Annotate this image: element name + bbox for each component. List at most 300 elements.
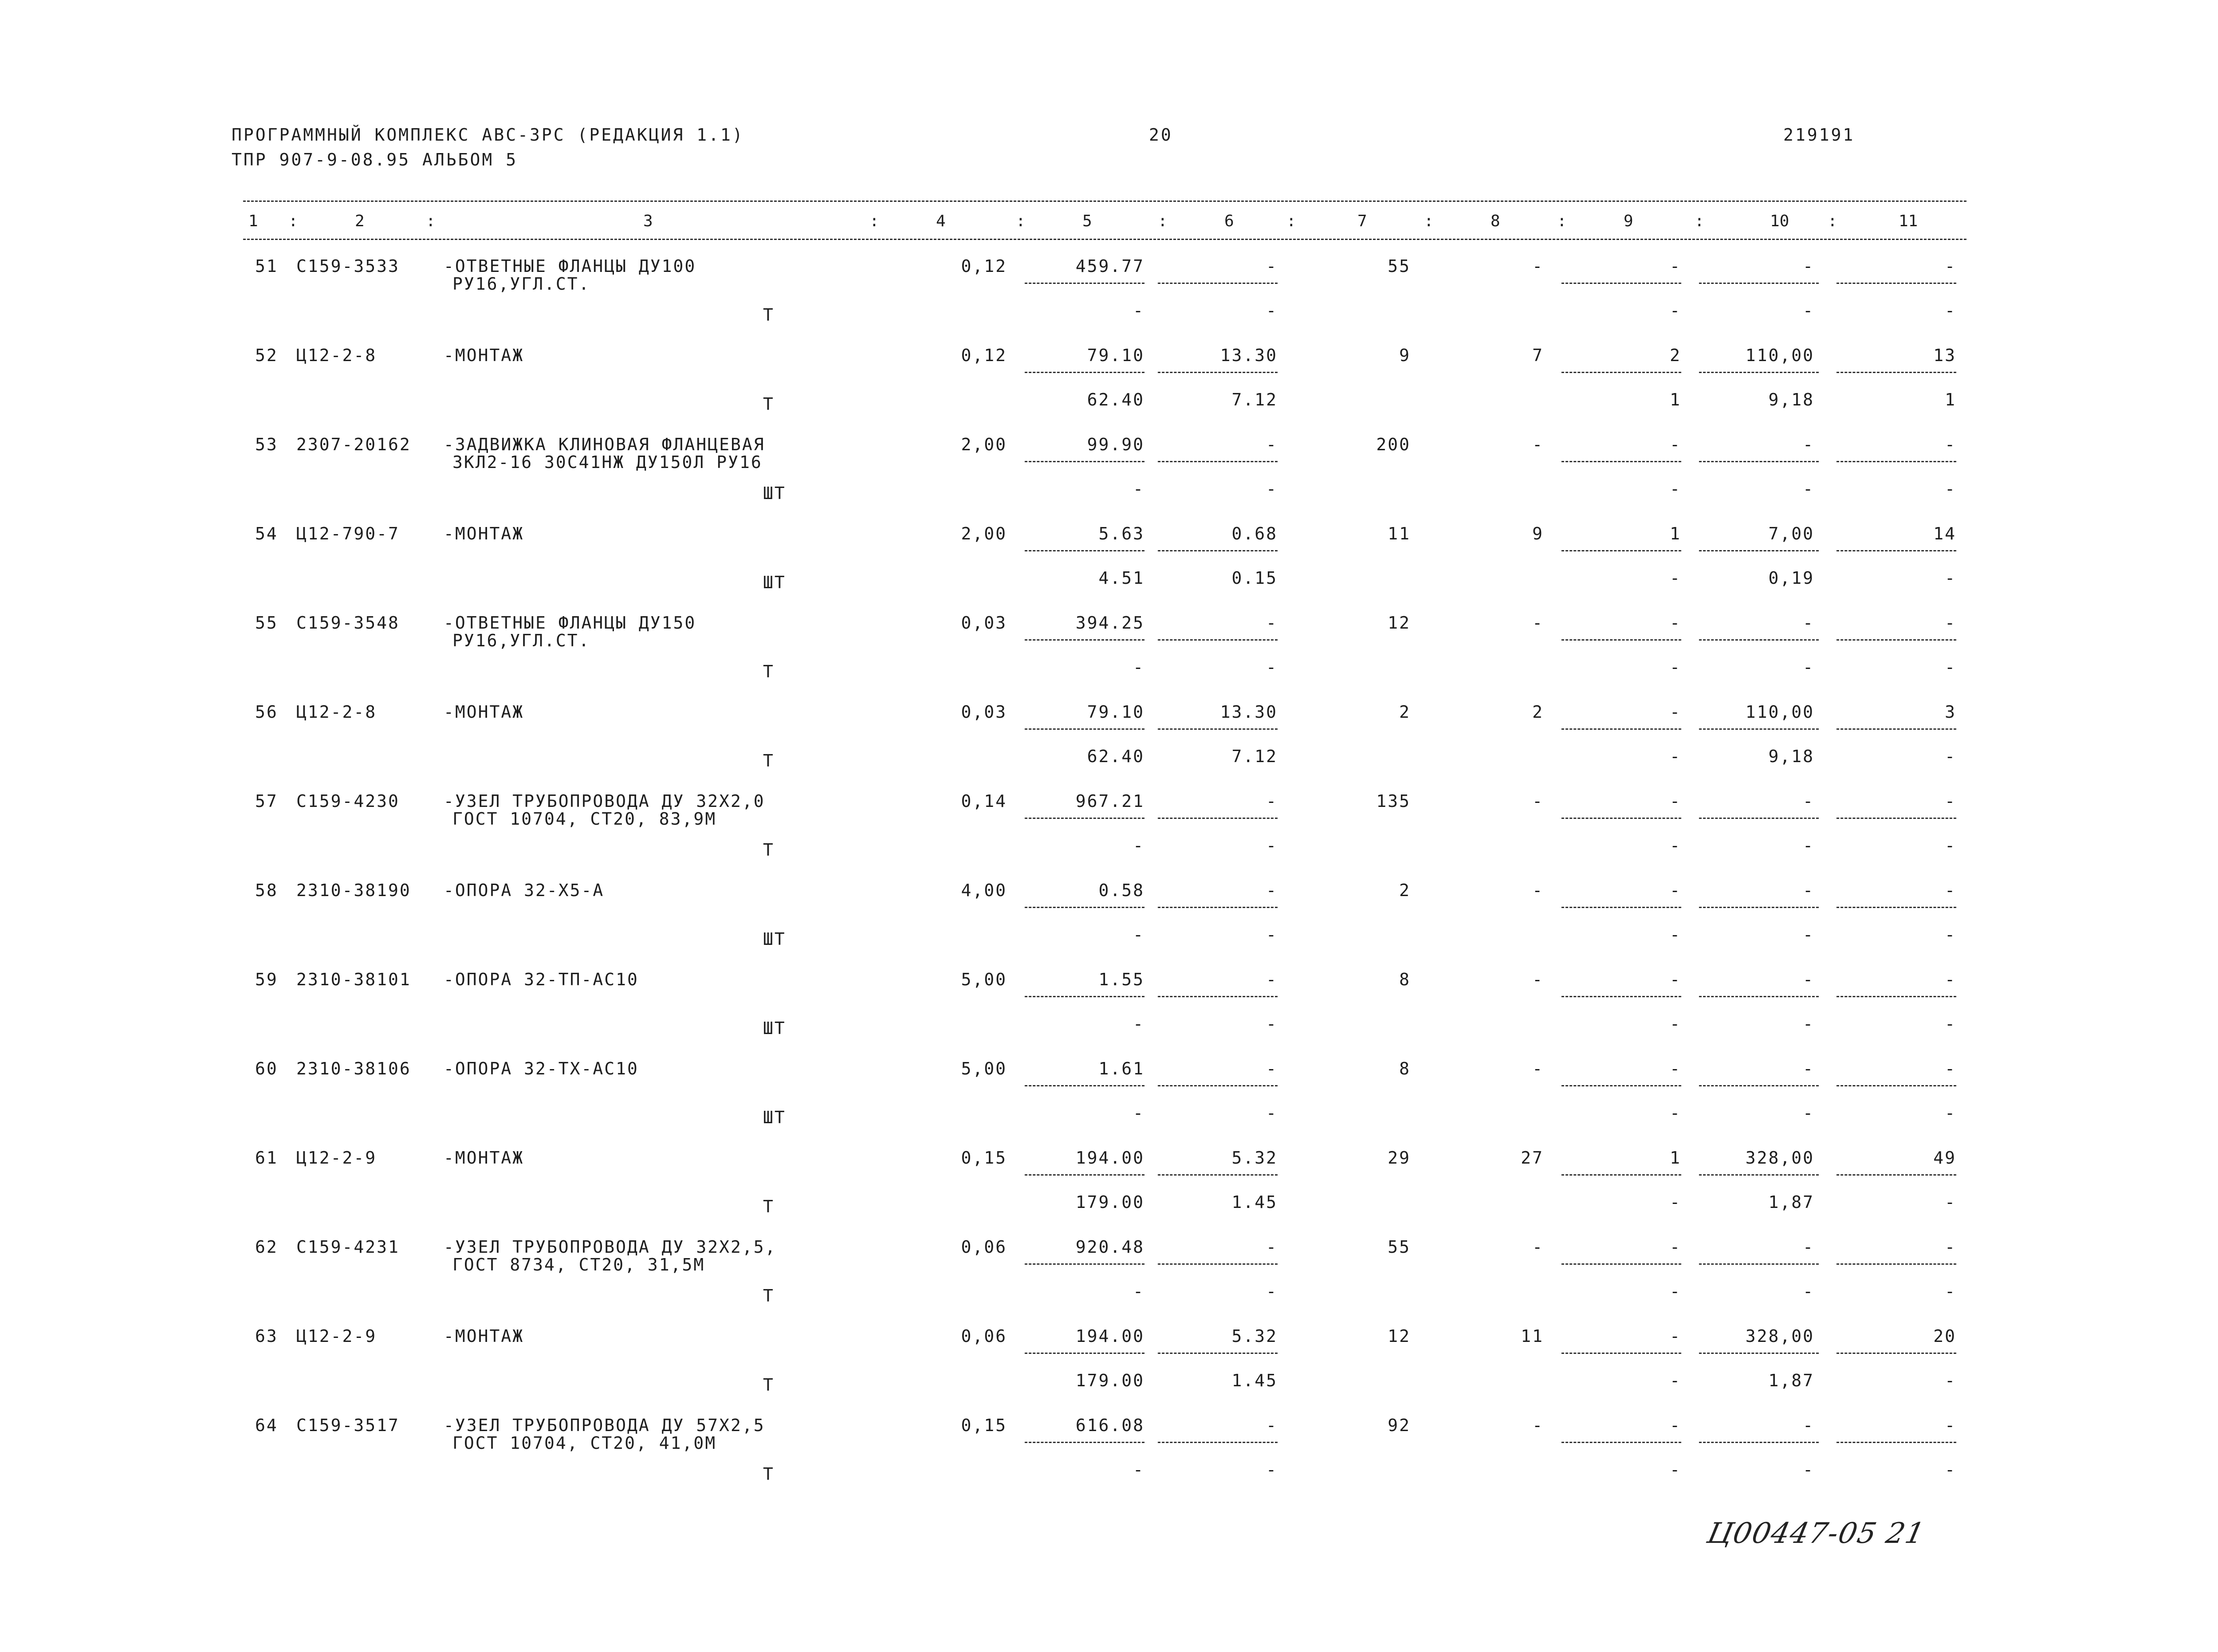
value-column-10: - <box>1803 256 1814 276</box>
cell-divider <box>1837 639 1956 641</box>
item-description: -ОТВЕТНЫЕ ФЛАНЦЫ ДУ150 <box>444 613 696 633</box>
value-column-10: - <box>1803 613 1814 633</box>
item-description: -МОНТАЖ <box>444 702 524 722</box>
cell-divider <box>1025 907 1144 908</box>
value-column-8: - <box>1532 791 1544 811</box>
cost-column-6-lower: - <box>1266 1282 1278 1301</box>
cost-column-5-lower: - <box>1133 1460 1144 1479</box>
cost-column-5: 194.00 <box>1075 1326 1144 1346</box>
cell-divider <box>1699 1174 1819 1176</box>
table-row <box>0 255 2218 344</box>
cell-divider <box>1158 372 1278 373</box>
value-column-11-lower: - <box>1945 1282 1956 1301</box>
column-separator: : <box>288 212 298 230</box>
cell-divider <box>1025 1353 1144 1354</box>
item-description: -МОНТАЖ <box>444 524 524 543</box>
item-description-line2: РУ16,УГЛ.СТ. <box>452 631 590 650</box>
cell-divider <box>1699 550 1819 551</box>
table-row <box>0 879 2218 968</box>
handwritten-note: Ц00447-05 21 <box>1704 1517 1928 1550</box>
document-number: 219191 <box>1783 125 1855 145</box>
value-column-7: 200 <box>1376 435 1411 454</box>
value-column-9-lower: - <box>1670 568 1681 588</box>
value-column-11: 3 <box>1945 702 1956 722</box>
row-number: 62 <box>255 1237 278 1257</box>
cell-divider <box>1158 1442 1278 1443</box>
value-column-9: - <box>1670 1416 1681 1435</box>
cell-divider <box>1158 639 1278 641</box>
value-column-7: 92 <box>1388 1416 1411 1435</box>
value-column-10: - <box>1803 970 1814 989</box>
value-column-9: - <box>1670 1237 1681 1257</box>
quantity: 5,00 <box>961 970 1007 989</box>
value-column-9-lower: - <box>1670 301 1681 320</box>
cost-column-6-lower: 1.45 <box>1231 1192 1278 1212</box>
cost-column-6: - <box>1266 1237 1278 1257</box>
cost-column-5: 459.77 <box>1075 256 1144 276</box>
cost-column-5: 1.55 <box>1098 970 1144 989</box>
table-row <box>0 968 2218 1057</box>
value-column-8: - <box>1532 1237 1544 1257</box>
column-separator: : <box>1286 212 1296 230</box>
column-separator: : <box>426 212 436 230</box>
cell-divider <box>1837 907 1956 908</box>
item-description: -ОПОРА 32-ТП-АС10 <box>444 970 639 989</box>
value-column-10-lower: - <box>1803 1014 1814 1034</box>
value-column-10: - <box>1803 1237 1814 1257</box>
value-column-7: 2 <box>1399 881 1411 900</box>
value-column-9-lower: - <box>1670 836 1681 855</box>
column-separator: : <box>1424 212 1434 230</box>
value-column-10: - <box>1803 435 1814 454</box>
value-column-7: 11 <box>1388 524 1411 543</box>
cost-column-6-lower: 0.15 <box>1231 568 1278 588</box>
cell-divider <box>1561 1263 1681 1265</box>
cost-column-5-lower: 62.40 <box>1087 747 1144 766</box>
cost-column-5: 79.10 <box>1087 702 1144 722</box>
column-separator: : <box>869 212 879 230</box>
item-description: -УЗЕЛ ТРУБОПРОВОДА ДУ 57Х2,5 <box>444 1416 765 1435</box>
value-column-7: 29 <box>1388 1148 1411 1168</box>
column-header-5: 5 <box>1082 212 1092 230</box>
value-column-11: - <box>1945 881 1956 900</box>
cost-column-6: - <box>1266 435 1278 454</box>
cost-column-5-lower: - <box>1133 1282 1144 1301</box>
value-column-10-lower: - <box>1803 479 1814 499</box>
norm-code: 2310-38106 <box>296 1059 411 1078</box>
cost-column-6-lower: - <box>1266 301 1278 320</box>
value-column-7: 12 <box>1388 1326 1411 1346</box>
table-row <box>0 1325 2218 1414</box>
cost-column-6: 13.30 <box>1220 346 1278 365</box>
norm-code: 2310-38190 <box>296 881 411 900</box>
value-column-10: 328,00 <box>1745 1148 1814 1168</box>
cell-divider <box>1025 728 1144 730</box>
cell-divider <box>1158 728 1278 730</box>
quantity: 4,00 <box>961 881 1007 900</box>
cell-divider <box>1158 283 1278 284</box>
norm-code: Ц12-2-8 <box>296 346 377 365</box>
value-column-10-lower: 9,18 <box>1768 747 1814 766</box>
table-row <box>0 1236 2218 1325</box>
cell-divider <box>1158 461 1278 462</box>
value-column-7: 2 <box>1399 702 1411 722</box>
cell-divider <box>1561 1353 1681 1354</box>
cost-column-6-lower: - <box>1266 1460 1278 1479</box>
cost-column-6: - <box>1266 791 1278 811</box>
cell-divider <box>1561 283 1681 284</box>
table-row <box>0 1058 2218 1146</box>
unit-of-measure: ШТ <box>763 1019 786 1038</box>
item-description-line2: ГОСТ 8734, СТ20, 31,5М <box>452 1255 705 1274</box>
cost-column-5: 1.61 <box>1098 1059 1144 1078</box>
norm-code: Ц12-2-9 <box>296 1148 377 1168</box>
cell-divider <box>1699 372 1819 373</box>
value-column-11-lower: - <box>1945 657 1956 677</box>
value-column-9-lower: - <box>1670 1014 1681 1034</box>
quantity: 2,00 <box>961 435 1007 454</box>
quantity: 0,03 <box>961 702 1007 722</box>
value-column-10-lower: - <box>1803 1460 1814 1479</box>
cost-column-5: 99.90 <box>1087 435 1144 454</box>
cell-divider <box>1699 907 1819 908</box>
item-description: -МОНТАЖ <box>444 346 524 365</box>
cell-divider <box>1561 1442 1681 1443</box>
cost-column-6-lower: - <box>1266 479 1278 499</box>
item-description-line2: ГОСТ 10704, СТ20, 83,9М <box>452 809 717 829</box>
value-column-8: - <box>1532 1059 1544 1078</box>
cell-divider <box>1025 639 1144 641</box>
cell-divider <box>1699 461 1819 462</box>
value-column-10: 328,00 <box>1745 1326 1814 1346</box>
unit-of-measure: Т <box>763 394 775 414</box>
cell-divider <box>1699 1442 1819 1443</box>
cell-divider <box>1561 728 1681 730</box>
value-column-8: 7 <box>1532 346 1544 365</box>
cell-divider <box>1699 1085 1819 1086</box>
cost-column-6: - <box>1266 256 1278 276</box>
cell-divider <box>1699 1263 1819 1265</box>
value-column-9-lower: - <box>1670 1371 1681 1390</box>
table-header-rule <box>243 239 1966 240</box>
quantity: 0,12 <box>961 346 1007 365</box>
value-column-11-lower: - <box>1945 568 1956 588</box>
value-column-9: - <box>1670 1059 1681 1078</box>
value-column-11: 13 <box>1933 346 1956 365</box>
norm-code: С159-4231 <box>296 1237 400 1257</box>
value-column-9-lower: - <box>1670 657 1681 677</box>
cell-divider <box>1837 1353 1956 1354</box>
quantity: 0,03 <box>961 613 1007 633</box>
cell-divider <box>1699 283 1819 284</box>
item-description: -ОПОРА 32-Х5-А <box>444 881 605 900</box>
unit-of-measure: ШТ <box>763 1108 786 1127</box>
cell-divider <box>1837 728 1956 730</box>
value-column-9: 1 <box>1670 1148 1681 1168</box>
value-column-10: - <box>1803 791 1814 811</box>
cell-divider <box>1158 1085 1278 1086</box>
value-column-8: - <box>1532 435 1544 454</box>
column-header-7: 7 <box>1357 212 1367 230</box>
value-column-10: - <box>1803 1416 1814 1435</box>
norm-code: Ц12-2-9 <box>296 1326 377 1346</box>
value-column-9-lower: - <box>1670 479 1681 499</box>
column-header-4: 4 <box>936 212 946 230</box>
cost-column-5-lower: - <box>1133 836 1144 855</box>
cost-column-5-lower: 179.00 <box>1075 1371 1144 1390</box>
item-description: -УЗЕЛ ТРУБОПРОВОДА ДУ 32Х2,5, <box>444 1237 777 1257</box>
value-column-7: 8 <box>1399 970 1411 989</box>
value-column-10-lower: - <box>1803 1103 1814 1123</box>
norm-code: С159-3548 <box>296 613 400 633</box>
column-separator: : <box>1828 212 1837 230</box>
cost-column-6-lower: 7.12 <box>1231 390 1278 409</box>
table-row <box>0 344 2218 433</box>
cell-divider <box>1025 1174 1144 1176</box>
unit-of-measure: ШТ <box>763 929 786 949</box>
column-separator: : <box>1158 212 1168 230</box>
quantity: 0,06 <box>961 1326 1007 1346</box>
value-column-9: - <box>1670 256 1681 276</box>
cell-divider <box>1561 907 1681 908</box>
value-column-11-lower: - <box>1945 301 1956 320</box>
value-column-8: 9 <box>1532 524 1544 543</box>
cell-divider <box>1025 550 1144 551</box>
value-column-9-lower: - <box>1670 925 1681 944</box>
cost-column-6-lower: 7.12 <box>1231 747 1278 766</box>
cell-divider <box>1561 461 1681 462</box>
value-column-9-lower: - <box>1670 747 1681 766</box>
cell-divider <box>1699 728 1819 730</box>
value-column-9: - <box>1670 435 1681 454</box>
column-header-1: 1 <box>248 212 258 230</box>
row-number: 51 <box>255 256 278 276</box>
value-column-10: 110,00 <box>1745 702 1814 722</box>
value-column-8: - <box>1532 613 1544 633</box>
cost-column-6: - <box>1266 1059 1278 1078</box>
value-column-8: 27 <box>1521 1148 1544 1168</box>
row-number: 61 <box>255 1148 278 1168</box>
value-column-9-lower: - <box>1670 1282 1681 1301</box>
value-column-9-lower: 1 <box>1670 390 1681 409</box>
value-column-9-lower: - <box>1670 1103 1681 1123</box>
cost-column-6: 0.68 <box>1231 524 1278 543</box>
cell-divider <box>1837 1085 1956 1086</box>
cell-divider <box>1561 818 1681 819</box>
value-column-11: 49 <box>1933 1148 1956 1168</box>
row-number: 58 <box>255 881 278 900</box>
value-column-11: 14 <box>1933 524 1956 543</box>
value-column-9: 1 <box>1670 524 1681 543</box>
item-description-line2: РУ16,УГЛ.СТ. <box>452 274 590 294</box>
cost-column-6: 5.32 <box>1231 1148 1278 1168</box>
cost-column-6-lower: - <box>1266 836 1278 855</box>
quantity: 0,15 <box>961 1416 1007 1435</box>
row-number: 55 <box>255 613 278 633</box>
value-column-8: - <box>1532 970 1544 989</box>
unit-of-measure: Т <box>763 305 775 325</box>
cost-column-5-lower: 179.00 <box>1075 1192 1144 1212</box>
item-description: -УЗЕЛ ТРУБОПРОВОДА ДУ 32Х2,0 <box>444 791 765 811</box>
table-row <box>0 790 2218 879</box>
item-description-line2: ГОСТ 10704, СТ20, 41,0М <box>452 1433 717 1453</box>
column-header-9: 9 <box>1624 212 1633 230</box>
column-separator: : <box>1557 212 1567 230</box>
cell-divider <box>1561 1085 1681 1086</box>
column-header-6: 6 <box>1224 212 1234 230</box>
value-column-9: - <box>1670 702 1681 722</box>
unit-of-measure: Т <box>763 1286 775 1306</box>
value-column-9: - <box>1670 881 1681 900</box>
value-column-11: - <box>1945 1059 1956 1078</box>
quantity: 0,14 <box>961 791 1007 811</box>
row-number: 53 <box>255 435 278 454</box>
row-number: 63 <box>255 1326 278 1346</box>
cell-divider <box>1837 1174 1956 1176</box>
item-description: -ОПОРА 32-ТХ-АС10 <box>444 1059 639 1078</box>
row-number: 52 <box>255 346 278 365</box>
value-column-11-lower: 1 <box>1945 390 1956 409</box>
value-column-9: - <box>1670 1326 1681 1346</box>
value-column-8: 11 <box>1521 1326 1544 1346</box>
cell-divider <box>1025 283 1144 284</box>
norm-code: Ц12-790-7 <box>296 524 400 543</box>
cell-divider <box>1025 1085 1144 1086</box>
cell-divider <box>1561 639 1681 641</box>
cost-column-5: 79.10 <box>1087 346 1144 365</box>
row-number: 57 <box>255 791 278 811</box>
cell-divider <box>1025 996 1144 997</box>
value-column-9-lower: - <box>1670 1192 1681 1212</box>
column-header-11: 11 <box>1899 212 1918 230</box>
unit-of-measure: Т <box>763 662 775 681</box>
cost-column-5-lower: 4.51 <box>1098 568 1144 588</box>
value-column-11-lower: - <box>1945 747 1956 766</box>
cost-column-5-lower: - <box>1133 1103 1144 1123</box>
item-description-line2: ЗКЛ2-16 30С41НЖ ДУ150Л РУ16 <box>452 452 763 472</box>
value-column-11-lower: - <box>1945 1014 1956 1034</box>
value-column-7: 12 <box>1388 613 1411 633</box>
value-column-9: - <box>1670 970 1681 989</box>
cost-column-5-lower: - <box>1133 479 1144 499</box>
cost-column-6-lower: - <box>1266 925 1278 944</box>
norm-code: С159-3533 <box>296 256 400 276</box>
unit-of-measure: Т <box>763 840 775 860</box>
cell-divider <box>1699 1353 1819 1354</box>
table-row <box>0 1414 2218 1503</box>
cost-column-5: 394.25 <box>1075 613 1144 633</box>
value-column-10: - <box>1803 881 1814 900</box>
value-column-10: 7,00 <box>1768 524 1814 543</box>
cost-column-5-lower: 62.40 <box>1087 390 1144 409</box>
cost-column-5-lower: - <box>1133 657 1144 677</box>
cost-column-6: - <box>1266 881 1278 900</box>
cell-divider <box>1699 639 1819 641</box>
cell-divider <box>1837 1442 1956 1443</box>
cell-divider <box>1158 1174 1278 1176</box>
cost-column-5-lower: - <box>1133 925 1144 944</box>
item-description: -МОНТАЖ <box>444 1326 524 1346</box>
cost-column-6: 5.32 <box>1231 1326 1278 1346</box>
quantity: 0,12 <box>961 256 1007 276</box>
cell-divider <box>1837 461 1956 462</box>
value-column-10-lower: - <box>1803 836 1814 855</box>
cell-divider <box>1158 1353 1278 1354</box>
cost-column-5: 616.08 <box>1075 1416 1144 1435</box>
cell-divider <box>1837 372 1956 373</box>
table-row <box>0 433 2218 522</box>
value-column-9: 2 <box>1670 346 1681 365</box>
cell-divider <box>1837 996 1956 997</box>
cell-divider <box>1025 1263 1144 1265</box>
cell-divider <box>1699 818 1819 819</box>
cost-column-6-lower: 1.45 <box>1231 1371 1278 1390</box>
cost-column-5: 920.48 <box>1075 1237 1144 1257</box>
value-column-7: 135 <box>1376 791 1411 811</box>
value-column-11-lower: - <box>1945 836 1956 855</box>
cost-column-5: 5.63 <box>1098 524 1144 543</box>
cell-divider <box>1158 996 1278 997</box>
page-number: 20 <box>1149 125 1173 145</box>
value-column-9: - <box>1670 791 1681 811</box>
value-column-8: - <box>1532 881 1544 900</box>
row-number: 59 <box>255 970 278 989</box>
value-column-11-lower: - <box>1945 1460 1956 1479</box>
cost-column-6: 13.30 <box>1220 702 1278 722</box>
row-number: 60 <box>255 1059 278 1078</box>
value-column-11: - <box>1945 1237 1956 1257</box>
unit-of-measure: Т <box>763 1375 775 1395</box>
cost-column-6: - <box>1266 1416 1278 1435</box>
cell-divider <box>1158 907 1278 908</box>
norm-code: Ц12-2-8 <box>296 702 377 722</box>
cost-column-5: 967.21 <box>1075 791 1144 811</box>
item-description: -ОТВЕТНЫЕ ФЛАНЦЫ ДУ100 <box>444 256 696 276</box>
cell-divider <box>1837 1263 1956 1265</box>
cost-column-6-lower: - <box>1266 1103 1278 1123</box>
value-column-11-lower: - <box>1945 1371 1956 1390</box>
cost-column-6: - <box>1266 970 1278 989</box>
program-title: ПРОГРАММНЫЙ КОМПЛЕКС АВС-3РС (РЕДАКЦИЯ 1.1) <box>232 125 744 145</box>
table-top-rule <box>243 201 1966 202</box>
cost-column-5-lower: - <box>1133 1014 1144 1034</box>
quantity: 0,06 <box>961 1237 1007 1257</box>
column-header-2: 2 <box>355 212 365 230</box>
value-column-7: 8 <box>1399 1059 1411 1078</box>
column-header-10: 10 <box>1770 212 1789 230</box>
value-column-11: - <box>1945 435 1956 454</box>
table-row <box>0 1147 2218 1235</box>
cost-column-5: 0.58 <box>1098 881 1144 900</box>
cell-divider <box>1837 818 1956 819</box>
column-header-3: 3 <box>643 212 653 230</box>
unit-of-measure: ШТ <box>763 484 786 503</box>
cell-divider <box>1837 550 1956 551</box>
value-column-10-lower: 1,87 <box>1768 1371 1814 1390</box>
value-column-10-lower: 0,19 <box>1768 568 1814 588</box>
value-column-11-lower: - <box>1945 1103 1956 1123</box>
cell-divider <box>1561 372 1681 373</box>
norm-code: С159-4230 <box>296 791 400 811</box>
cell-divider <box>1158 818 1278 819</box>
value-column-10-lower: - <box>1803 1282 1814 1301</box>
value-column-10-lower: 9,18 <box>1768 390 1814 409</box>
value-column-11: - <box>1945 970 1956 989</box>
cell-divider <box>1699 996 1819 997</box>
value-column-10-lower: - <box>1803 925 1814 944</box>
column-separator: : <box>1016 212 1026 230</box>
quantity: 5,00 <box>961 1059 1007 1078</box>
